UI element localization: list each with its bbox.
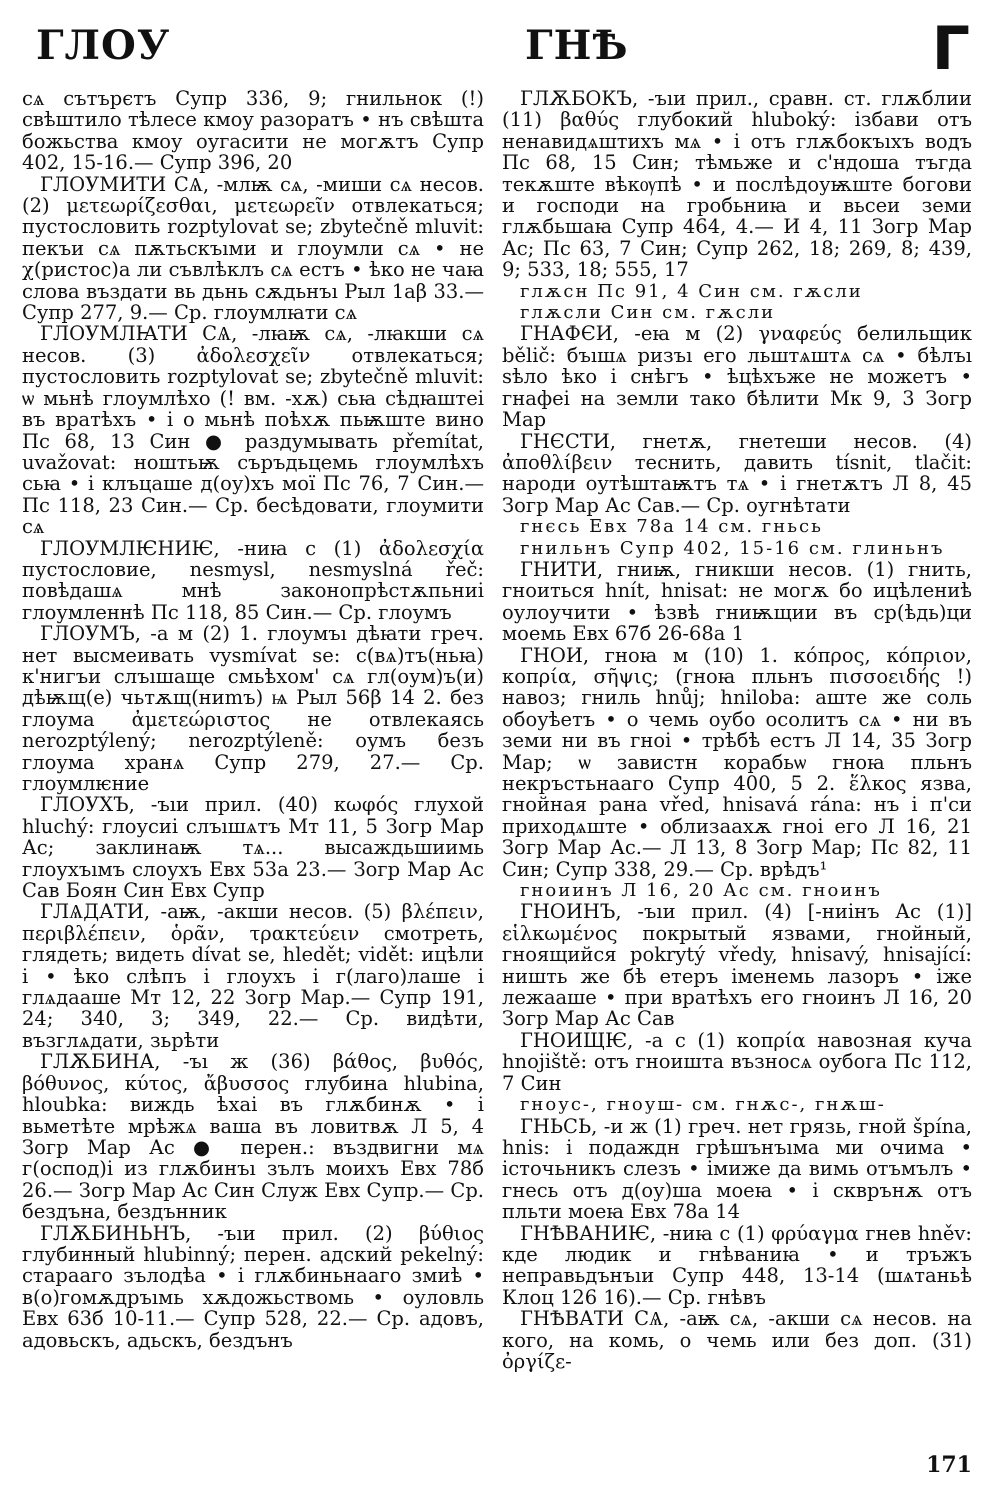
dictionary-entry: ГЛѪБИНЬНЪ, -ъıи прил. (2) βύθιος глубинный hlubinný; перен. адский pekelný: старааго зълодѣа • і глѫбиньнааго змиѣ • в(о)гомѫдръıмь хѫдожьствомь • оуловль Евх 63б 10-11.— Супр 528, 22.— Ср. адовъ, адовьскъ, адьскъ, бездънъ bbox=[22, 1221, 484, 1352]
cross-reference: глѫсн Пс 91, 4 Син см. гѫсли bbox=[520, 280, 863, 302]
dictionary-entry: ГЛОУХЪ, -ъıи прил. (40) κωφός глухой hluchý: глоусиі слъıшѧтъ Мт 11, 5 Зогр Мар Ас; заклинаѭ тѧ... высаждьшиимь глоухъıмъ слоухъ Евх 53а 23.— Зогр Мар Ас Сав Боян Син Евх Супр bbox=[22, 793, 484, 903]
dictionary-entry: ГНѢВАТИ СѦ, -аѭ сѧ, -акши сѧ несов. на кого, на комь, о чемь или без доп. (31) ὀργίζε- bbox=[502, 1307, 972, 1373]
dictionary-entry: ГНОИЩѤ, -а с (1) κοπρία навозная куча hnojiště: отъ гноишта възносѧ оубога Пс 112, 7 Син bbox=[502, 1028, 972, 1095]
right-column bbox=[502, 88, 972, 1372]
cross-reference: гноиинъ Л 16, 20 Ас см. гноинъ bbox=[520, 880, 882, 902]
dictionary-entry: ГНЄСТИ, гнетѫ, гнетеши несов. (4) ἀποθλίβειν теснить, давить tísnit, tlačit: народи оутѣштаѭтъ тѧ • і гнетѫтъ Л 8, 45 Зогр Мар Ас Сав.— Ср. оугнѣтати bbox=[502, 429, 972, 517]
dictionary-entry: ГНОИ, гноꙗ м (10) 1. κόπρος, κόπριον, κοπρία, σῆψις; (гноꙗ пльнъ πισσοειδής !) навоз; гниль hnůj; hniloba: аште же соль обоуѣетъ • о чемь оубо осолитъ сѧ • ни въ земи ни въ гноі • трѣбѣ естъ Л 14, 35 Зогр Мар; ѡ завистн корабьѡ гноꙗ пльнъ некръстьнааго Супр 400, 5 2. ἕλκος язва, гнойная рана vřed, hnisavá rána: нъ і п'си приходѧште • облизаахѫ гноі его Л 16, 21 Зогр Мар Ас.— Л 13, 8 Зогр Мар; Пс 82, 11 Син; Супр 338, 29.— Ср. врѣдъ¹ bbox=[502, 643, 972, 881]
dictionary-entry: ГЛОУМЪ, -а м (2) 1. глоумъı дѣꙗти греч. нет высмеивать vysmívat se: с(вѧ)тъ(ньꙗ) к'нигъи слъıшаще смьѣхом' сѧ гл(оум)ъ(и) дѣѭщ(е) чьтѫщ(ниmъ) ѩ Рыл 56β 14 2. без глоума ἀμετεώριστος не отвлекаясь nerozptýlený; nerozptýleně: оумъ безъ глоума хранѧ Супр 279, 27.— Ср. глоумлѥние bbox=[22, 622, 484, 795]
cross-reference: гнєсь Евх 78а 14 см. гньсь bbox=[520, 516, 823, 538]
running-head-left: ГЛОУ bbox=[36, 22, 171, 69]
dictionary-entry: ГЛѪБИНА, -ъı ж (36) βάθος, βυθός, βόθυνος, κύτος, ἄβυσσος глубина hlubina, hloubka: виждь ѣхаі въ глѫбинѫ • і вьметѣте мрѣжѧ ваша въ ловитвѫ Л 5, 4 Зогр Мар Ас ● перен.: въздвигни мѧ г(оспод)і из глѫбинъı зълъ моихъ Евх 78б 26.— Зогр Мар Ас Син Служ Евх Супр.— Ср. бездъна, бездънник bbox=[22, 1050, 484, 1224]
dictionary-entry: ГЛОУМИТИ СѦ, -млѭ сѧ, -миши сѧ несов. (2) μετεωρίζεσθαι, μετεωρεῖν отвлекаться; пустословить rozptylovat se; zbytečně mluvit: пекъи сѧ пѫтьскъıми и глоумли сѧ • не χ(ристос)а ли съвлѣклъ сѧ естъ • ѣко не чаꙗ слова въздати вь дьнь сѫдьнъı Рыл 1аβ 33.— Супр 277, 9.— Ср. глоумлꙗти сѧ bbox=[22, 172, 484, 325]
dictionary-entry: ГЛѪБОКЪ, -ъıи прил., сравн. ст. глѫблии (11) βαθύς глубокий hluboký: ізбави отъ ненавидѧштихъ мѧ • і отъ глѫбокъıхъ водъ Пс 68, 15 Син; тѣмьже и с'ндоша тъгда текѫште вѣкѹпѣ • и послѣдоуѭште богови и господи на гробьниꙗ и вьсеи земи глѫбьшаꙗ Супр 464, 4.— И 4, 11 Зогр Мар Ас; Пс 63, 7 Син; Супр 262, 18; 269, 8; 439, 9; 533, 18; 555, 17 bbox=[502, 87, 972, 282]
dictionary-entry: ГЛѦДАТИ, -аѭ, -акши несов. (5) βλέπειν, περιβλέπειν, ὁρᾶν, τρακτεύειν смотреть, глядеть; видеть dívat se, hledět; vidět: ицѣли і • ѣко слѣпъ і глоухъ і г(лаго)лаше і глѧдааше Мт 12, 22 Зогр Мар.— Супр 191, 24; 340, 3; 349, 22.— Ср. видѣти, възглѧдати, зьрѣти bbox=[22, 900, 484, 1052]
dictionary-entry: ГНОИНЪ, -ъıи прил. (4) [-ниінъ Ас (1)] εἱλκωμένος покрытый язвами, гнойный, гноящийся pokrytý vředy, hnisavý, hnisající: ништь же бѣ етеръ іменемь лазоръ • іже лежааше • при вратѣхъ его гноинъ Л 16, 20 Зогр Мар Ас Сав bbox=[502, 900, 972, 1031]
page-header bbox=[0, 0, 1000, 90]
section-letter: Г bbox=[931, 14, 970, 84]
cross-reference: глѫсли Син см. гѫсли bbox=[520, 302, 776, 324]
dictionary-entry: ГНѢВАНИѤ, -ниꙗ с (1) φρύαγμα гнев hněv: кде людик и гнѣваниꙗ • и тръжъ неправьдънъıи Супр 448, 13-14 (шѧтаньѣ Клоц 126 16).— Ср. гнѣвъ bbox=[502, 1221, 972, 1309]
dictionary-entry: ГНАФЄИ, -еꙗ м (2) γναφεύς белильщик bělič: бъıшѧ ризъı его льштѧштѧ сѧ • бѣлъı ѕѣло ѣко і снѣгъ • ѣцѣхъже не можетъ • гнафеі на земли тако бѣлити Мк 9, 3 Зогр Мар bbox=[502, 322, 972, 432]
dictionary-entry: ГЛОУМЛꙖТИ СѦ, -лꙗѭ сѧ, -лꙗкши сѧ несов. (3) ἀδολεσχεῖν отвлекаться; пустословить rozptylovat se; zbytečně mluvit: ѡ мьнѣ глоумлѣхо (! вм. -хѫ) сьꙗ сѣдꙗштеі въ вратѣхъ • і о мьнѣ поѣхѫ пьѭште вино Пс 68, 13 Син ● раздумывать přemítat, uvažovat: ноштьѭ съръдьцемь глоумлѣхъ сьꙗ • і клъцаше д(оу)хъ мої Пс 76, 7 Син.— Пс 118, 23 Син.— Ср. бесѣдовати, глоумити сѧ bbox=[22, 322, 484, 539]
running-head-center: ГНѢ bbox=[525, 22, 629, 69]
dictionary-entry: ГЛОУМЛѤНИѤ, -ниꙗ с (1) ἀδολεσχία пустословие, nesmysl, nesmyslná řeč: повѣдашѧ мнѣ законопрѣстѫпьниі глоумленнѣ Пс 118, 85 Син.— Ср. глоумъ bbox=[22, 536, 484, 624]
dictionary-entry: сѧ сътърєтъ Супр 336, 9; гнильнок (!) свѣштило тѣлесе кмоу разоратъ • нъ свѣшта божьства кмоу оугасити не могѫтъ Супр 402, 15-16.— Супр 396, 20 bbox=[22, 87, 484, 175]
left-column bbox=[22, 88, 484, 1351]
cross-reference: гноус-, гноуш- см. гнѫс-, гнѫш- bbox=[520, 1094, 886, 1116]
cross-reference: гнильнъ Супр 402, 15-16 см. глиньнъ bbox=[520, 537, 945, 559]
page-number: 171 bbox=[926, 1452, 972, 1478]
dictionary-entry: ГНЬСЬ, -и ж (1) греч. нет грязь, гной špína, hnis: і подаждн грѣшънъıма ми очима • істочьникъ слезъ • імиже да вимь отъмълъ • гнесь отъ д(оу)ша моеꙗ • і скврънѫ отъ пльти моеꙗ Евх 78а 14 bbox=[502, 1114, 972, 1224]
dictionary-entry: ГНИТИ, гниѭ, гникши несов. (1) гнить, гноиться hnít, hnisat: не могѫ бо ицѣлениѣ оулоучити • ѣзвѣ гниѭщии въ ср(ѣдь)ци моемь Евх 67б 26-68а 1 bbox=[502, 557, 972, 646]
